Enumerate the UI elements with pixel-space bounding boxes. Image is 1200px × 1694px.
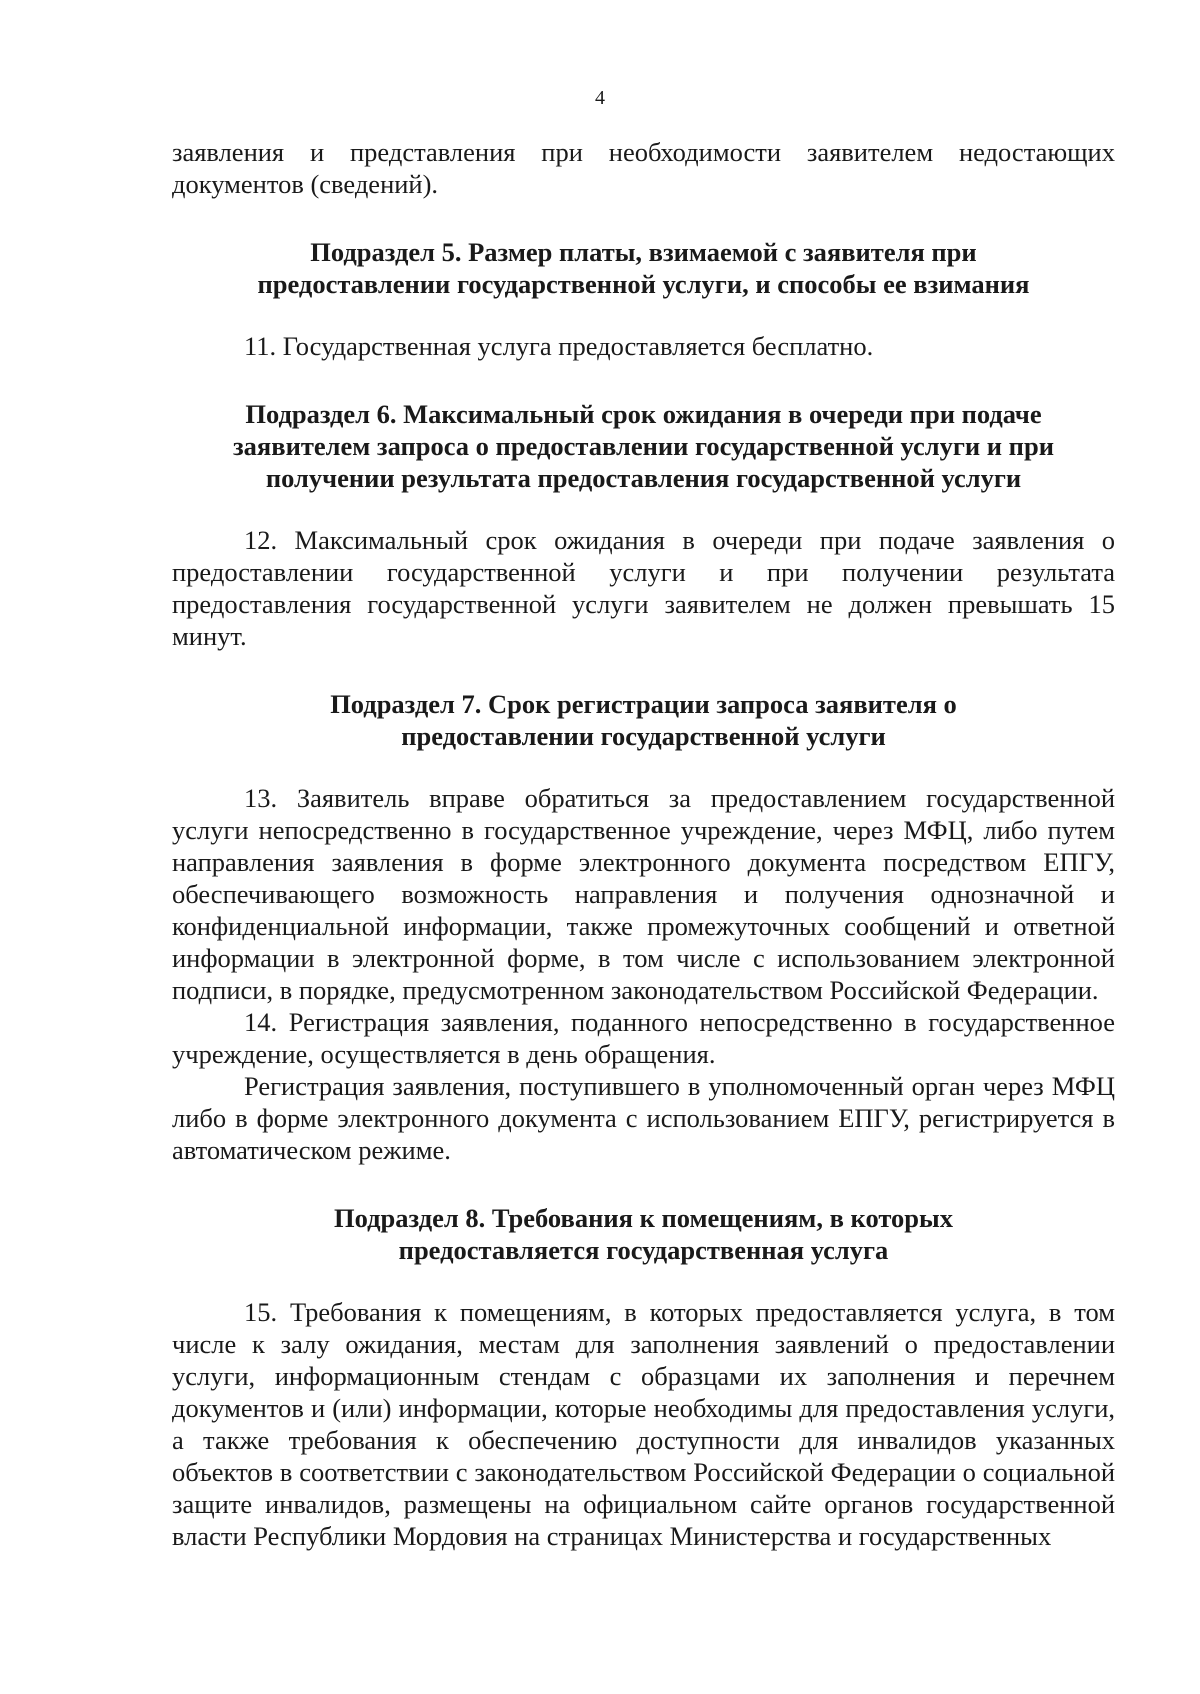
heading-line: получении результата предоставления государственной услуги [265, 463, 1022, 493]
paragraph-12: 12. Максимальный срок ожидания в очереди при подаче заявления о предоставлении государственной услуги и при получении результата предоставления государственной услуги заявителем не должен превышать 15 минут. [172, 525, 1115, 651]
paragraph-14-registration: Регистрация заявления, поступившего в уполномоченный орган через МФЦ либо в форме электронного документа с использованием ЕПГУ, регистрируется в автоматическом режиме. [172, 1071, 1115, 1165]
section-7 [172, 688, 1115, 1166]
heading-line: Подраздел 7. Срок регистрации запроса заявителя о [330, 689, 957, 719]
paragraph-15: 15. Требования к помещениям, в которых предоставляется услуга, в том числе к залу ожидания, местам для заполнения заявлений о предоставлении услуги, информационным стендам с образцами их заполнения и перечнем документов и (или) информации, которые необходимы для предоставления услуги, а также требования к обеспечению доступности для инвалидов указанных объектов в соответствии с законодательством Российской Федерации о социальной защите инвалидов, размещены на официальном сайте органов государственной власти Республики Мордовия на страницах Министерства и государственных [172, 1297, 1115, 1551]
heading-line: Подраздел 6. Максимальный срок ожидания в очереди при подаче [245, 399, 1042, 429]
paragraph-14: 14. Регистрация заявления, поданного непосредственно в государственное учреждение, осуществляется в день обращения. [172, 1007, 1115, 1069]
section-5 [172, 236, 1115, 362]
heading-line: предоставлении государственной услуги [401, 721, 886, 751]
heading-line: предоставлении государственной услуги, и способы ее взимания [257, 269, 1030, 299]
document-body [172, 136, 1115, 1552]
section-8 [172, 1202, 1115, 1552]
heading-line: заявителем запроса о предоставлении государственной услуги и при [233, 431, 1054, 461]
section-heading [172, 1202, 1115, 1266]
section-heading [172, 236, 1115, 300]
heading-line: Подраздел 5. Размер платы, взимаемой с заявителя при [310, 237, 977, 267]
heading-line: Подраздел 8. Требования к помещениям, в которых [334, 1203, 953, 1233]
paragraph-11: 11. Государственная услуга предоставляется бесплатно. [244, 331, 874, 361]
continuation-paragraph: заявления и представления при необходимости заявителем недостающих документов (сведений). [172, 137, 1115, 199]
section-heading [172, 688, 1115, 752]
section-heading [172, 398, 1115, 494]
section-6 [172, 398, 1115, 652]
heading-line: предоставляется государственная услуга [398, 1235, 889, 1265]
page-number: 4 [595, 87, 605, 109]
paragraph-13: 13. Заявитель вправе обратиться за предоставлением государственной услуги непосредственно в государственное учреждение, через МФЦ, либо путем направления заявления в форме электронного документа посредством ЕПГУ, обеспечивающего возможность направления и получения однозначной и конфиденциальной информации, также промежуточных сообщений и ответной информации в электронной форме, в том числе с использованием электронной подписи, в порядке, предусмотренном законодательством Российской Федерации. [172, 783, 1115, 1005]
